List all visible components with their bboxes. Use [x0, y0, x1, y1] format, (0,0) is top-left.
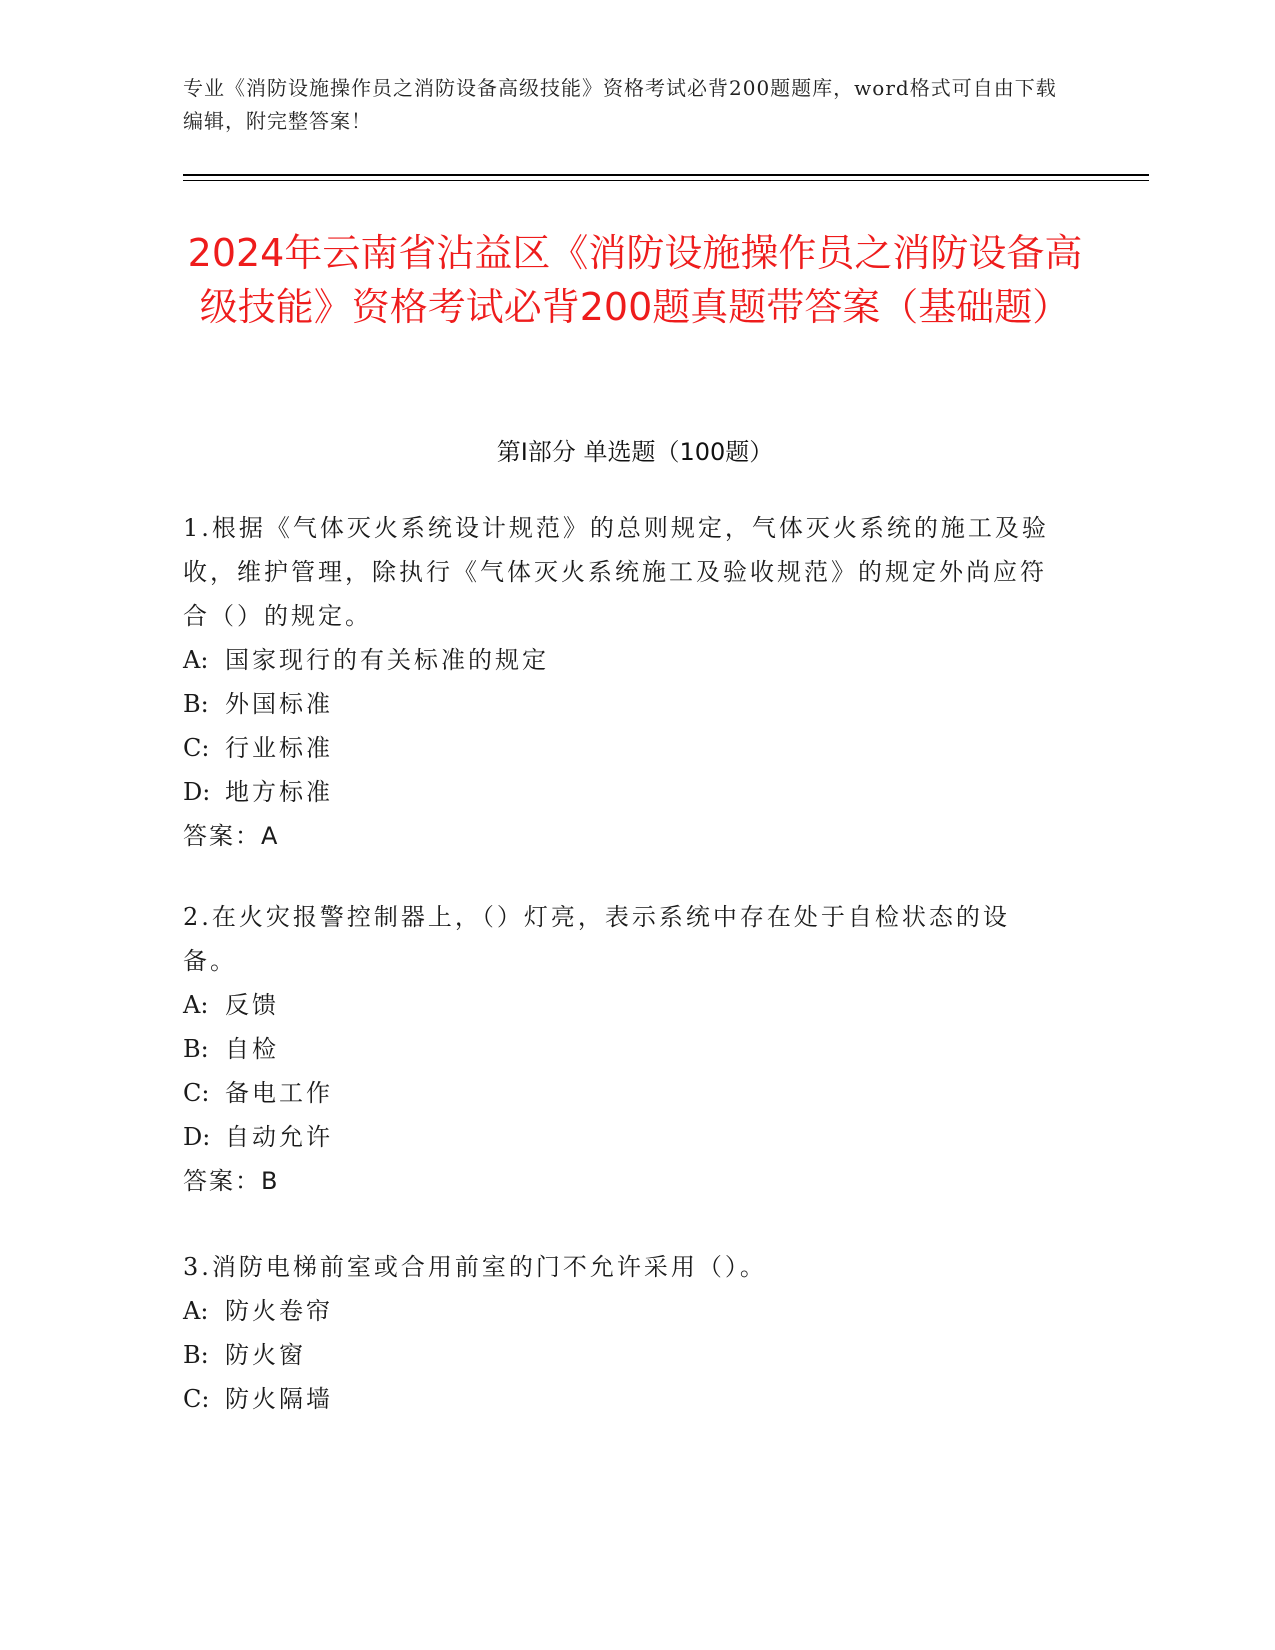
question-3 — [183, 1245, 1063, 1421]
option-text: 外国标准 — [225, 690, 333, 718]
document-title: 2024年云南省沾益区《消防设施操作员之消防设备高级技能》资格考试必背200题真题带答案（基础题） — [187, 231, 1083, 329]
option-text: 备电工作 — [225, 1079, 333, 1107]
option-letter: C: — [183, 1079, 210, 1107]
option-letter: A: — [183, 646, 209, 674]
question-stem: 2.在火灾报警控制器上，（）灯亮，表示系统中存在处于自检状态的设备。 — [183, 903, 1010, 975]
option-letter: A: — [183, 991, 209, 1019]
option-text: 自动允许 — [225, 1123, 333, 1151]
option-c — [183, 1071, 1063, 1115]
option-a — [183, 1289, 1063, 1333]
question-1 — [183, 506, 1063, 858]
header-rule-thick — [183, 174, 1149, 176]
header-note: 专业《消防设施操作员之消防设备高级技能》资格考试必背200题题库，word格式可自由下载编辑，附完整答案！ — [183, 76, 1057, 133]
question-stem: 3.消防电梯前室或合用前室的门不允许采用（）。 — [183, 1253, 767, 1281]
option-a — [183, 638, 1063, 682]
option-text: 反馈 — [225, 991, 279, 1019]
option-letter: B: — [183, 1035, 209, 1063]
option-letter: D: — [183, 1123, 211, 1151]
answer: 答案：A — [183, 822, 280, 850]
option-letter: C: — [183, 734, 210, 762]
option-text: 行业标准 — [225, 734, 333, 762]
option-text: 自检 — [225, 1035, 279, 1063]
option-text: 国家现行的有关标准的规定 — [225, 646, 549, 674]
question-stem: 1.根据《气体灭火系统设计规范》的总则规定，气体灭火系统的施工及验收，维护管理，除执行《气体灭火系统施工及验收规范》的规定外尚应符合（）的规定。 — [183, 514, 1049, 630]
option-letter: B: — [183, 1341, 209, 1369]
option-letter: B: — [183, 690, 209, 718]
option-d — [183, 770, 1063, 814]
option-text: 防火窗 — [225, 1341, 306, 1369]
answer: 答案：B — [183, 1167, 280, 1195]
option-text: 防火隔墙 — [225, 1385, 333, 1413]
option-c — [183, 1377, 1063, 1421]
section-title: 第Ⅰ部分 单选题（100题） — [496, 438, 774, 466]
option-d — [183, 1115, 1063, 1159]
option-b — [183, 682, 1063, 726]
option-c — [183, 726, 1063, 770]
option-text: 地方标准 — [225, 778, 333, 806]
option-letter: C: — [183, 1385, 210, 1413]
header-rule-thin — [183, 180, 1149, 181]
option-b — [183, 1027, 1063, 1071]
option-b — [183, 1333, 1063, 1377]
option-letter: A: — [183, 1297, 209, 1325]
question-2 — [183, 895, 1063, 1203]
option-letter: D: — [183, 778, 211, 806]
option-text: 防火卷帘 — [225, 1297, 333, 1325]
option-a — [183, 983, 1063, 1027]
